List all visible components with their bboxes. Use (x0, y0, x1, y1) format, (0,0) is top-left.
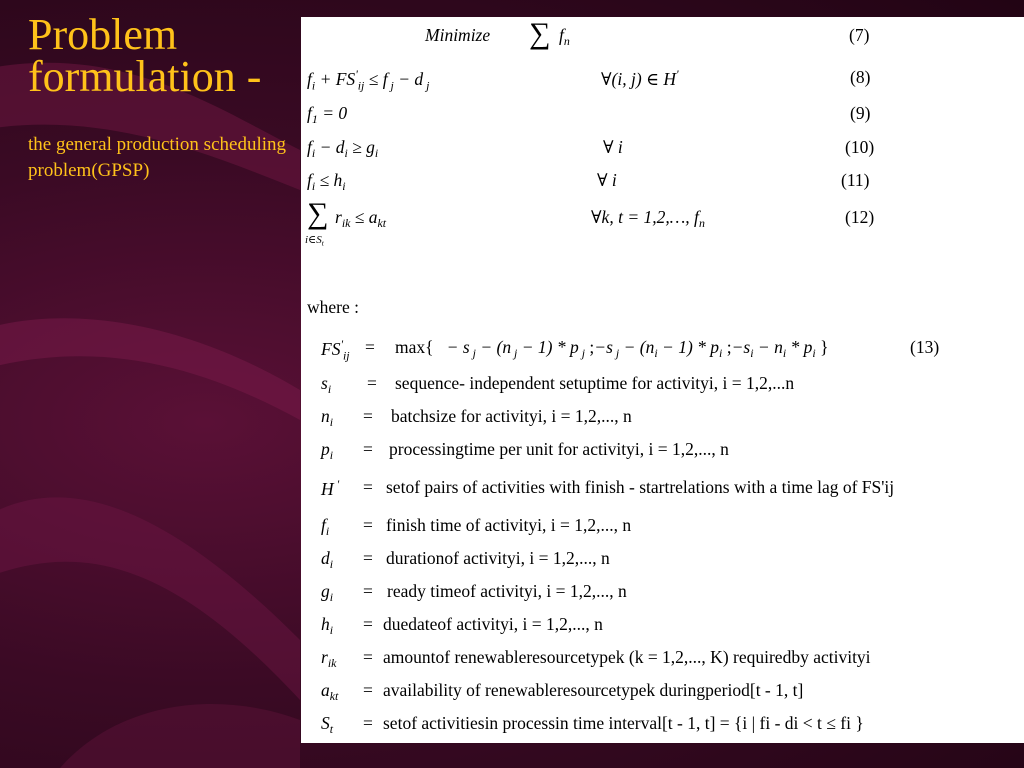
definition-symbol: $n_i$ (321, 406, 334, 430)
formula-panel (301, 17, 1024, 743)
definition-row (301, 373, 1024, 399)
definition-row (301, 439, 1024, 465)
definition-text: processingtime per unit for activityi, i = 1,2,..., n (389, 439, 729, 459)
definition-row (301, 406, 1024, 432)
equation-9 (301, 103, 1024, 129)
equation-condition: ∀k, t = 1,2,…, $f_n$ (591, 207, 705, 231)
definition-symbol: $r_{ik}$ (321, 647, 337, 671)
equation-number: (9) (850, 103, 871, 123)
equation-number: (11) (841, 170, 870, 190)
minimize-label: Minimize (425, 25, 491, 45)
equation-number: (7) (849, 25, 870, 45)
definition-text: durationof activityi, i = 1,2,..., n (386, 548, 610, 568)
definition-row (301, 647, 1024, 673)
equals-sign: = (365, 337, 375, 357)
definition-text: availability of renewableresourcetypek duringperiod[t - 1, t] (383, 680, 804, 700)
definition-text: amountof renewableresourcetypek (k = 1,2,..., K) requiredby activityi (383, 647, 871, 667)
definition-symbol: $g_i$ (321, 581, 334, 605)
definition-symbol: $p_i$ (321, 439, 334, 463)
equation-condition: ∀ i (597, 170, 617, 190)
equals-sign: = (363, 406, 373, 426)
slide-subtitle: the general production scheduling problem(GPSP) (28, 134, 287, 181)
equals-sign: = (363, 581, 373, 601)
equation-number: (13) (910, 337, 940, 357)
sum-symbol: ∑ (307, 197, 329, 230)
slide-title-line1: Problem (28, 10, 178, 59)
equation-7 (301, 17, 1024, 51)
definition-row (301, 515, 1024, 541)
definition-text: duedateof activityi, i = 1,2,..., n (383, 614, 603, 634)
definition-text: setof pairs of activities with finish - startrelations with a time lag of FS'ij (386, 477, 895, 497)
definition-text: sequence- independent setuptime for activityi, i = 1,2,...n (395, 373, 795, 393)
definition-row (301, 680, 1024, 706)
where-label: where : (307, 297, 359, 317)
where-row (301, 297, 1024, 323)
equation-8 (301, 67, 1024, 93)
equals-sign: = (363, 647, 373, 667)
equation-10 (301, 137, 1024, 163)
slide-title (28, 10, 262, 101)
equation-12 (301, 197, 1024, 257)
definition-row (301, 581, 1024, 607)
definition-symbol: $s_i$ (321, 373, 332, 397)
definition-symbol: $h_i$ (321, 614, 334, 638)
equation-lhs: $f_i - d_i \ge g_i$ (307, 137, 379, 161)
definition-symbol: $a_{kt}$ (321, 680, 339, 704)
equation-13 (301, 337, 1024, 363)
definition-text: finish time of activityi, i = 1,2,..., n (386, 515, 632, 535)
equals-sign: = (363, 614, 373, 634)
equals-sign: = (363, 515, 373, 535)
equation-lhs: $f_i + FS'_{ij} \le f$ $_j$ − d $_j$ (307, 67, 430, 93)
equation-number: (10) (845, 137, 875, 157)
equation-number: (12) (845, 207, 875, 227)
definition-text: ready timeof activityi, i = 1,2,..., n (387, 581, 627, 601)
equation-lhs: $f_i \le h_i$ (307, 170, 346, 194)
definition-symbol: $FS'_{ij}$ (321, 337, 350, 363)
definition-symbol: $f_i$ (321, 515, 330, 539)
equals-sign: = (363, 680, 373, 700)
slide-title-line2: formulation - (28, 52, 262, 101)
equals-sign: = (363, 713, 373, 733)
sum-symbol: ∑ (529, 17, 551, 50)
equation-rhs: max{ − s $_j$ − (n $_j$ − 1) * p $_j$ ;−s $_j - (n_i - 1) * p_i$ $;-s_i - n_i * p_i$ } (395, 337, 829, 361)
equals-sign: = (363, 548, 373, 568)
equals-sign: = (363, 477, 373, 497)
equation-condition: ∀ i (603, 137, 623, 157)
equation-number: (8) (850, 67, 871, 87)
definition-row (301, 548, 1024, 574)
definition-text: setof activitiesin processin time interval[t - 1, t] = {i | fi - di < t ≤ fi } (383, 713, 864, 733)
equals-sign: = (363, 439, 373, 459)
definition-symbol: $S_t$ (321, 713, 334, 737)
definition-row (301, 614, 1024, 640)
equals-sign: = (367, 373, 377, 393)
definition-row (301, 713, 1024, 739)
equation-11 (301, 170, 1024, 196)
definition-text: batchsize for activityi, i = 1,2,..., n (391, 406, 632, 426)
objective-fn: $f_n$ (559, 25, 570, 49)
sum-index: $i\in S_t$ (305, 234, 324, 248)
definition-symbol: H ' (321, 477, 340, 500)
equation-lhs: $r_{ik} \le a_{kt}$ (335, 207, 387, 231)
equation-lhs: $f_1 = 0$ (307, 103, 348, 127)
definition-symbol: $d_i$ (321, 548, 334, 572)
definition-row (301, 477, 1024, 503)
equation-condition: ∀(i, j) ∈ H' (601, 67, 679, 90)
